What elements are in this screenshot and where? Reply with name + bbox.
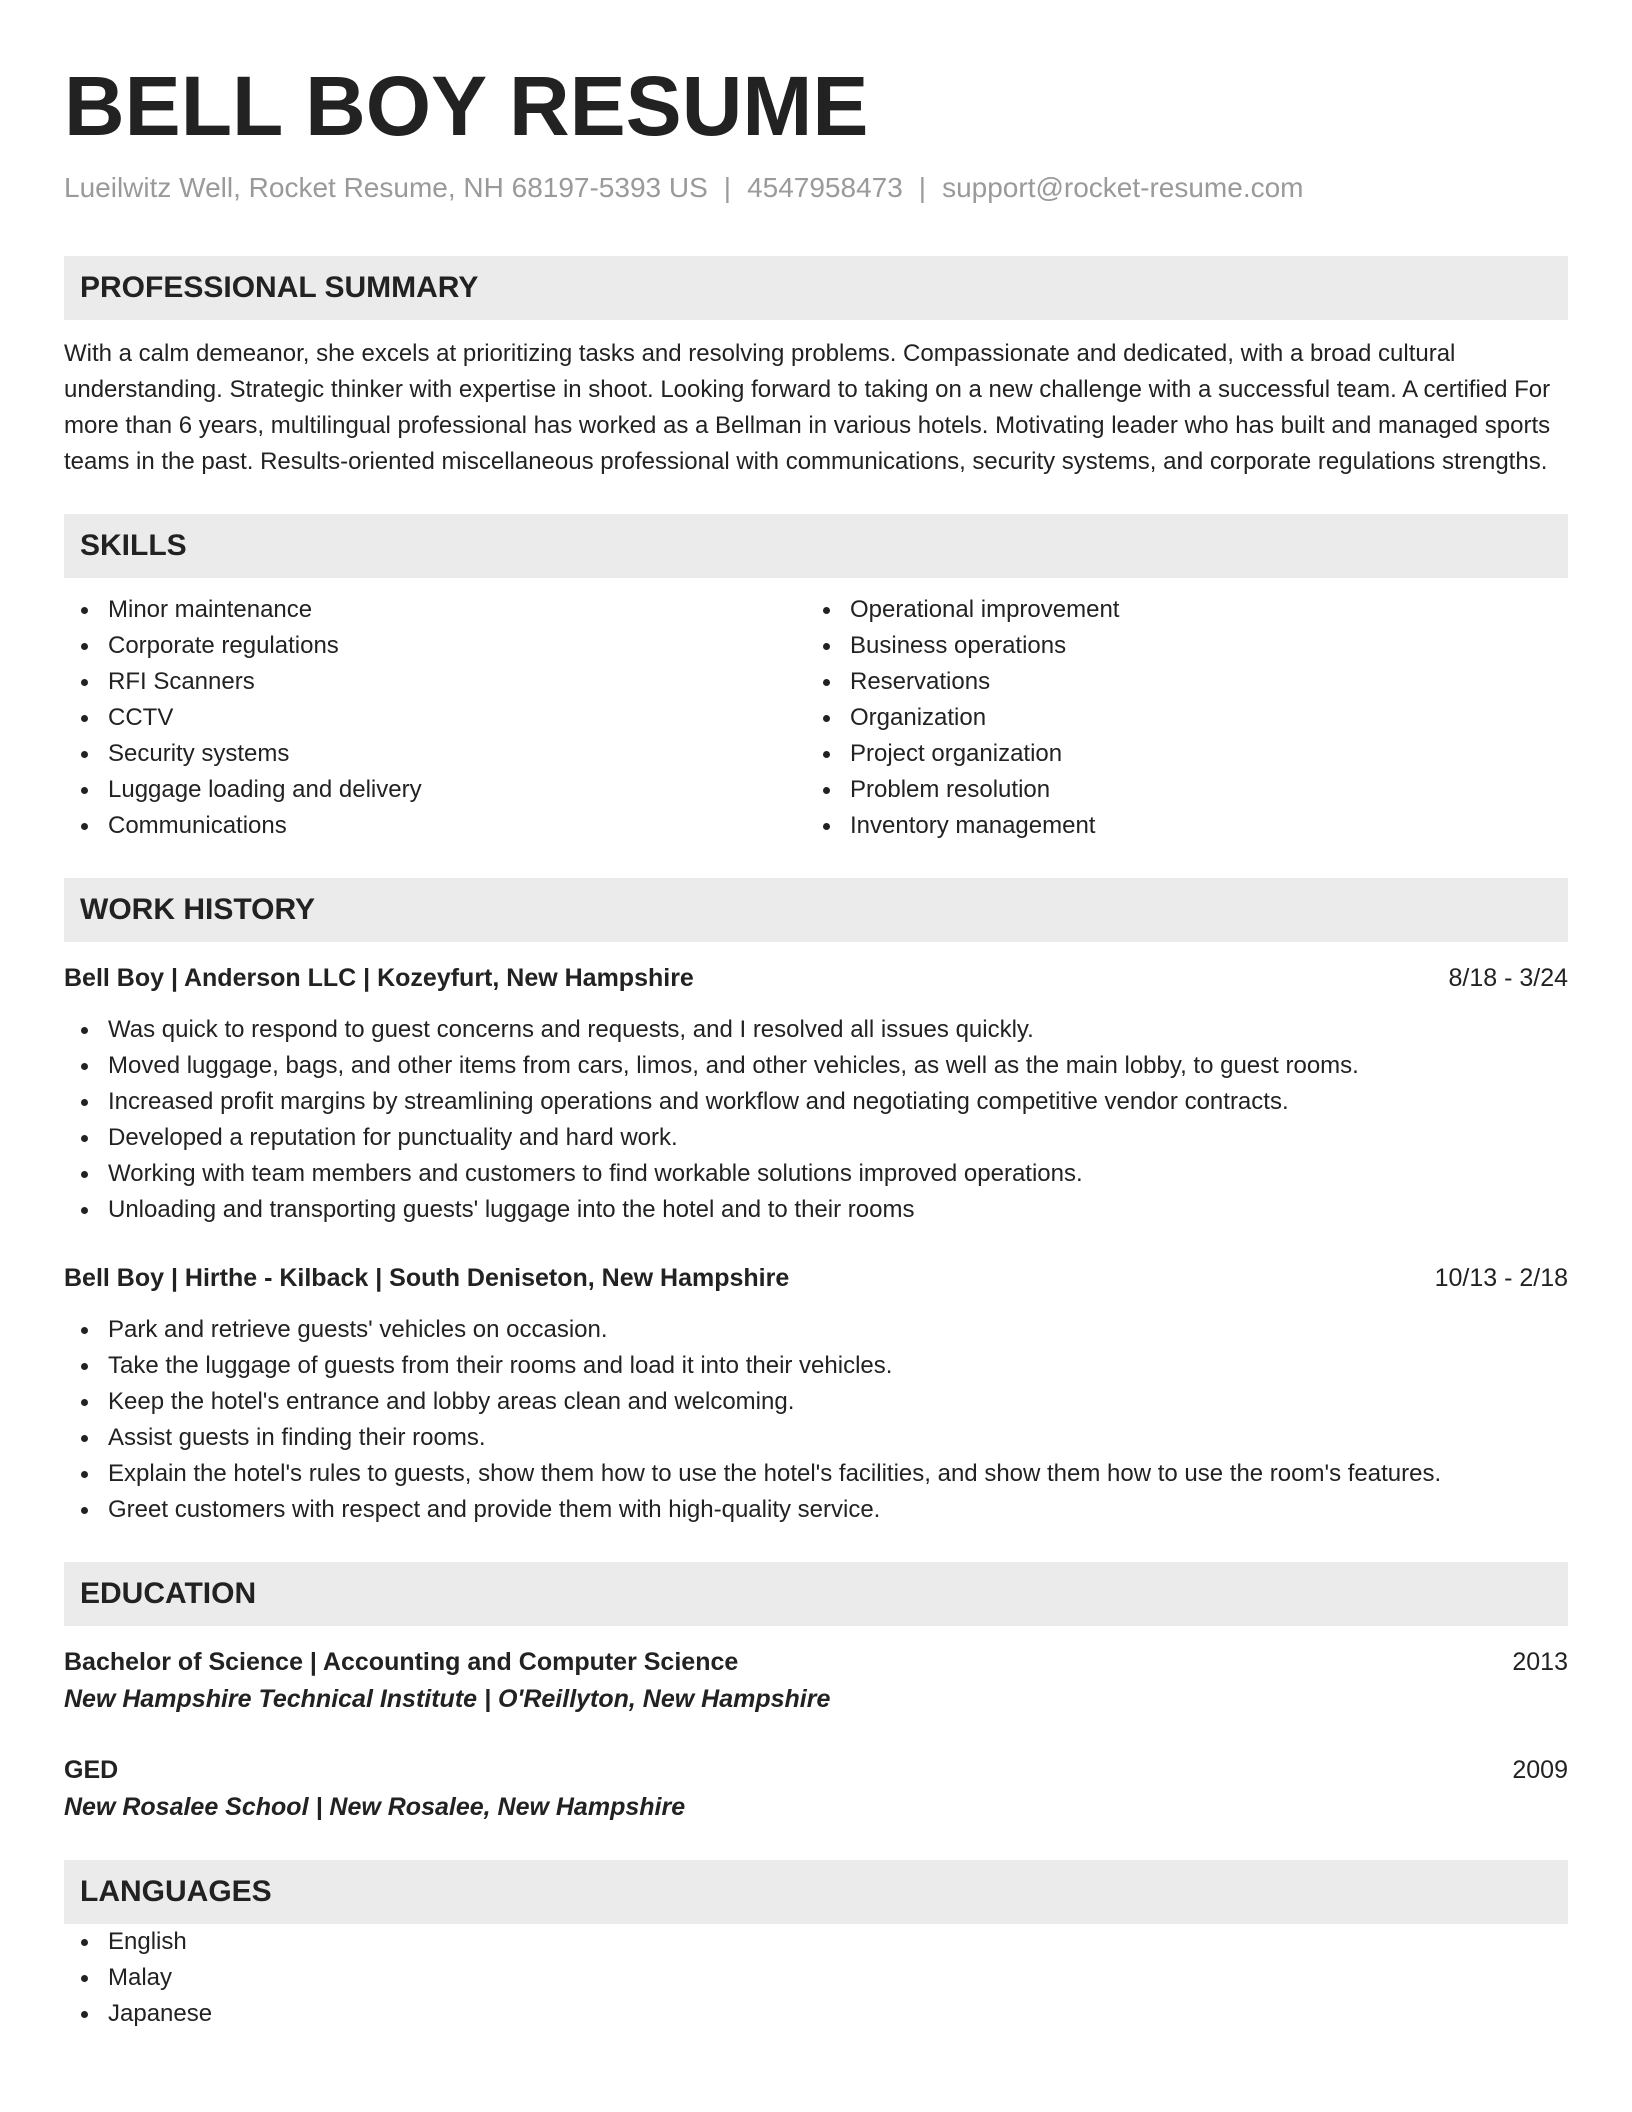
skill-item: Operational improvement (806, 592, 1548, 628)
job-entry (64, 960, 1568, 1228)
job-dates: 8/18 - 3/24 (1448, 964, 1568, 992)
education-degree: GED (64, 1756, 119, 1784)
section-header-skills: SKILLS (64, 514, 1568, 578)
skills-column-left (64, 592, 806, 844)
skill-item: Inventory management (806, 808, 1548, 844)
education-degree: Bachelor of Science | Accounting and Computer Science (64, 1648, 739, 1676)
job-bullet: Keep the hotel's entrance and lobby areas clean and welcoming. (64, 1384, 1568, 1420)
resume-page (64, 0, 1568, 2032)
job-bullet: Increased profit margins by streamlining operations and workflow and negotiating competitive vendor contracts. (64, 1084, 1568, 1120)
contact-separator: | (723, 172, 732, 203)
skill-item: Organization (806, 700, 1548, 736)
skill-item: CCTV (64, 700, 806, 736)
job-heading: Bell Boy | Anderson LLC | Kozeyfurt, New Hampshire (64, 964, 694, 992)
skill-item: Business operations (806, 628, 1548, 664)
job-bullet: Park and retrieve guests' vehicles on occasion. (64, 1312, 1568, 1348)
education-year: 2009 (1512, 1756, 1568, 1784)
job-bullet: Developed a reputation for punctuality and hard work. (64, 1120, 1568, 1156)
education-heading-row (64, 1752, 1568, 1788)
skills-column-right (806, 592, 1548, 844)
education-year: 2013 (1512, 1648, 1568, 1676)
job-heading: Bell Boy | Hirthe - Kilback | South Deniseton, New Hampshire (64, 1264, 790, 1292)
education-school: New Hampshire Technical Institute | O'Reillyton, New Hampshire (64, 1685, 831, 1713)
job-bullets (64, 1312, 1568, 1528)
education-entry (64, 1644, 1568, 1718)
section-header-work-history: WORK HISTORY (64, 878, 1568, 942)
languages-list (64, 1924, 1568, 2032)
job-bullet: Assist guests in finding their rooms. (64, 1420, 1568, 1456)
section-header-languages: LANGUAGES (64, 1860, 1568, 1924)
job-dates: 10/13 - 2/18 (1434, 1264, 1568, 1292)
job-bullet: Was quick to respond to guest concerns and requests, and I resolved all issues quickly. (64, 1012, 1568, 1048)
section-header-education: EDUCATION (64, 1562, 1568, 1626)
section-header-summary: PROFESSIONAL SUMMARY (64, 256, 1568, 320)
job-entry (64, 1260, 1568, 1528)
skills-list (64, 592, 1568, 844)
skill-item: Communications (64, 808, 806, 844)
job-heading-row (64, 1260, 1568, 1296)
skill-item: Problem resolution (806, 772, 1548, 808)
job-bullet: Unloading and transporting guests' luggage into the hotel and to their rooms (64, 1192, 1568, 1228)
job-bullet: Explain the hotel's rules to guests, show them how to use the hotel's facilities, and show them how to use the room's features. (64, 1456, 1568, 1492)
skill-item: RFI Scanners (64, 664, 806, 700)
resume-title: BELL BOY RESUME (64, 59, 869, 153)
education-school: New Rosalee School | New Rosalee, New Hampshire (64, 1793, 686, 1821)
summary-text: With a calm demeanor, she excels at prioritizing tasks and resolving problems. Compassionate and dedicated, with a broad cultural understanding. Strategic thinker with expertise in shoot. Looking forward to taking on a new challenge with a successful team. A certified For more than 6 years, multilingual professional has worked as a Bellman in various hotels. Motivating leader who has built and managed sports teams in the past. Results-oriented miscellaneous professional with communications, security systems, and corporate regulations strengths. (64, 340, 1551, 475)
job-heading-row (64, 960, 1568, 996)
contact-separator: | (918, 172, 927, 203)
contact-address: Lueilwitz Well, Rocket Resume, NH 68197-5393 US (64, 172, 708, 203)
language-item: Japanese (64, 1996, 1568, 2032)
education-heading-row (64, 1644, 1568, 1680)
contact-line (64, 170, 1568, 206)
contact-email: support@rocket-resume.com (942, 172, 1304, 203)
language-item: Malay (64, 1960, 1568, 1996)
language-item: English (64, 1924, 1568, 1960)
skill-item: Luggage loading and delivery (64, 772, 806, 808)
job-bullet: Take the luggage of guests from their rooms and load it into their vehicles. (64, 1348, 1568, 1384)
contact-phone: 4547958473 (747, 172, 903, 203)
skill-item: Security systems (64, 736, 806, 772)
job-bullet: Working with team members and customers to find workable solutions improved operations. (64, 1156, 1568, 1192)
job-bullet: Moved luggage, bags, and other items from cars, limos, and other vehicles, as well as the main lobby, to guest rooms. (64, 1048, 1568, 1084)
skill-item: Minor maintenance (64, 592, 806, 628)
skill-item: Reservations (806, 664, 1548, 700)
skill-item: Project organization (806, 736, 1548, 772)
education-entry (64, 1752, 1568, 1826)
job-bullet: Greet customers with respect and provide them with high-quality service. (64, 1492, 1568, 1528)
skill-item: Corporate regulations (64, 628, 806, 664)
job-bullets (64, 1012, 1568, 1228)
